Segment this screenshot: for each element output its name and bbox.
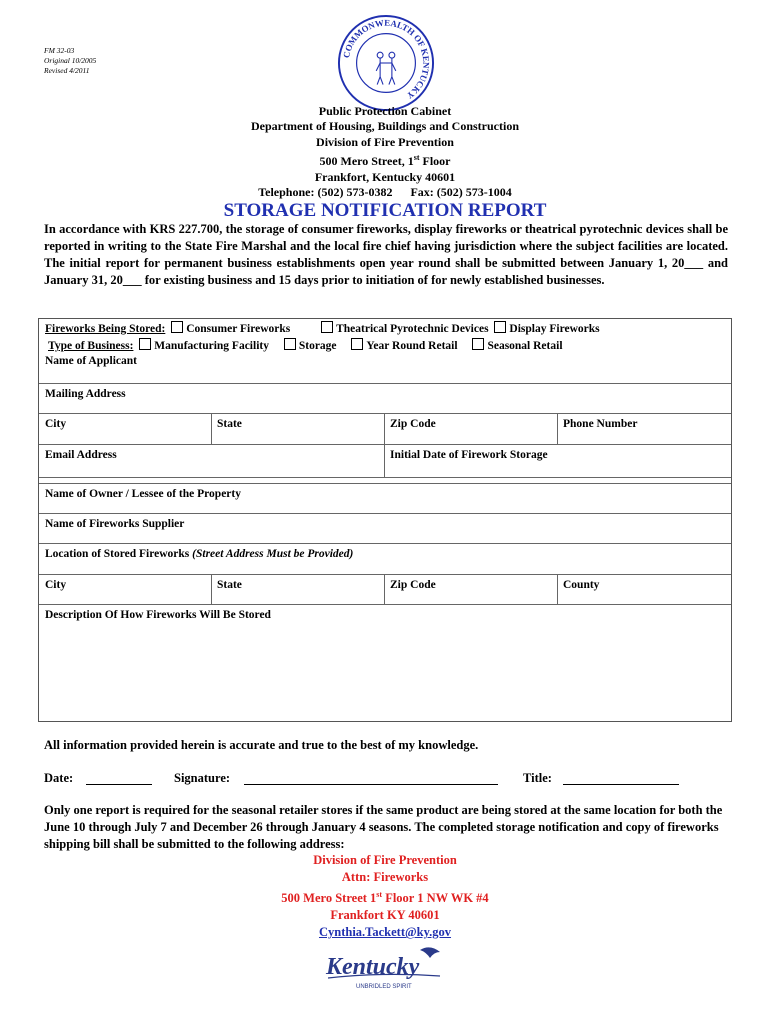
zip-field[interactable]: Zip Code [384,413,558,444]
fax: Fax: (502) 573-1004 [410,185,512,200]
description-label: Description Of How Fireworks Will Be Stored [45,609,271,621]
address-street: 500 Mero Street 1st Floor 1 NW WK #4 [281,890,489,906]
mailing-address-block [0,852,770,941]
signature-label: Signature: [174,771,231,785]
theatrical-devices-checkbox[interactable] [321,321,333,333]
agency-block [0,104,770,200]
fireworks-stored-row: Fireworks Being Stored: Consumer Fireworks Theatrical Pyrotechnic Devices Display Fireworks [45,323,600,335]
city-state-zip-row [39,413,731,445]
revised-date: Revised 4/2011 [44,66,90,75]
business-type-row: Type of Business: Manufacturing Facility Storage Year Round Retail Seasonal Retail [48,340,563,352]
applicant-label: Name of Applicant [45,355,137,367]
storage-form [38,318,732,722]
consumer-fireworks-checkbox[interactable] [171,321,183,333]
agency-division: Division of Fire Prevention [316,134,454,149]
intro-paragraph: In accordance with KRS 227.700, the storage of consumer fireworks, display fireworks or theatrical pyrotechnic devices shall be reported in writing to the State Fire Marshal and the local fire chief having jurisdiction where the subject facilities are located. The initial report for permanent business establishments open year round shall be submitted between January 1, 20___ and January 31, 20___ for existing business and 15 days prior to initiation of for newly established businesses. [44,222,728,287]
page-title: STORAGE NOTIFICATION REPORT [223,200,547,221]
svg-text:COMMONWEALTH OF KENTUCKY [341,18,431,102]
agency-contact [0,185,770,200]
email-field[interactable]: Email Address [39,444,385,477]
date-label: Date: [44,771,74,785]
city-field[interactable]: City [39,413,212,444]
address-division: Division of Fire Prevention [313,853,457,867]
original-date: Original 10/2005 [44,56,97,65]
svg-text:Kentucky: Kentucky [326,954,420,980]
owner-label: Name of Owner / Lessee of the Property [45,488,241,500]
form-meta [44,46,96,76]
mailing-address-label: Mailing Address [45,388,126,400]
location-city-row [39,574,731,605]
title-line[interactable] [563,784,679,785]
contact-email-link[interactable]: Cynthia.Tackett@ky.gov [318,925,452,940]
address-attn: Attn: Fireworks [341,870,429,884]
kentucky-seal-icon [337,14,435,112]
manufacturing-checkbox[interactable] [139,338,151,350]
date-line[interactable] [86,784,152,785]
year-round-retail-checkbox[interactable] [351,338,363,350]
phone-field[interactable]: Phone Number [563,418,638,430]
owner-field[interactable] [39,483,731,514]
county-field[interactable]: County [563,579,600,591]
agency-street: 500 Mero Street, 1st Floor [319,153,451,169]
seal-text: COMMONWEALTH OF KENTUCKY [341,17,432,101]
location-city-field[interactable]: City [39,574,212,604]
supplier-field[interactable] [39,513,731,544]
email-date-row [39,444,731,478]
svg-text:UNBRIDLED SPIRIT: UNBRIDLED SPIRIT [356,984,412,990]
telephone: Telephone: (502) 573-0382 [258,185,393,200]
agency-city: Frankfort, Kentucky 40601 [314,169,456,184]
submission-note: Only one report is required for the seasonal retailer stores if the same product are being stored at the same location for both the June 10 through July 7 and December 26 through January 4 seasons. The completed storage notification and copy of fireworks shipping bill shall be submitted to the following address: [44,803,723,851]
location-zip-field[interactable]: Zip Code [384,574,558,604]
location-label: Location of Stored Fireworks (Street Address Must be Provided) [45,548,354,560]
seasonal-retail-checkbox[interactable] [472,338,484,350]
address-city: Frankfort KY 40601 [330,908,440,923]
agency-cabinet: Public Protection Cabinet [318,104,452,118]
certification-statement: All information provided herein is accurate and true to the best of my knowledge. [44,738,479,752]
location-field[interactable] [39,543,731,575]
applicant-field[interactable] [39,350,731,384]
supplier-label: Name of Fireworks Supplier [45,518,185,530]
fireworks-stored-label: Fireworks Being Stored: [45,323,166,335]
mailing-address-field[interactable] [39,383,731,414]
title-label: Title: [523,771,552,785]
location-state-field[interactable]: State [211,574,385,604]
agency-department: Department of Housing, Buildings and Construction [250,119,520,134]
description-field[interactable] [39,604,731,721]
initial-date-field[interactable]: Initial Date of Firework Storage [390,449,548,461]
storage-checkbox[interactable] [284,338,296,350]
state-field[interactable]: State [211,413,385,444]
form-number: FM 32-03 [44,46,75,55]
display-fireworks-checkbox[interactable] [494,321,506,333]
kentucky-logo-icon [322,944,448,992]
business-type-label: Type of Business: [48,340,134,352]
signature-line[interactable] [244,784,498,785]
